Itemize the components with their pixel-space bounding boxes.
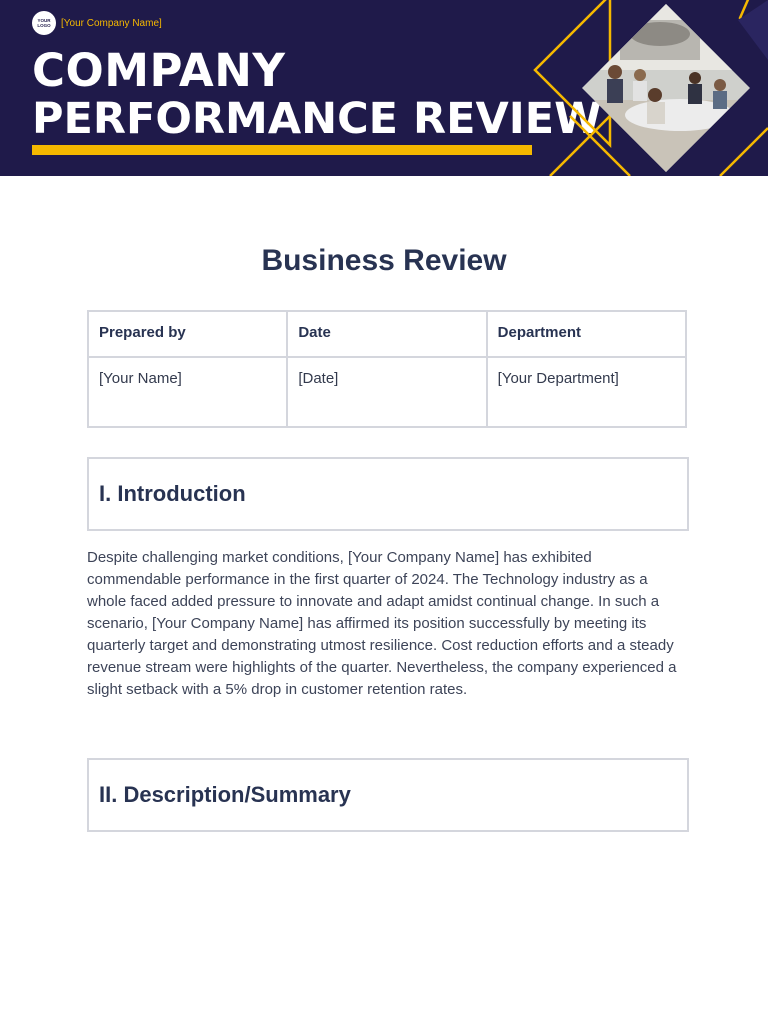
value-department: [Your Department] <box>487 357 686 427</box>
header-prepared-by: Prepared by <box>88 311 287 357</box>
header-department: Department <box>487 311 686 357</box>
header-date: Date <box>287 311 486 357</box>
value-date: [Date] <box>287 357 486 427</box>
table-header-row <box>88 311 686 357</box>
value-prepared-by: [Your Name] <box>88 357 287 427</box>
page-title-line-1: COMPANY <box>32 44 286 97</box>
section-heading-introduction <box>87 457 689 531</box>
page-title-line-2: PERFORMANCE REVIEW <box>32 94 602 144</box>
title-underline <box>32 145 532 155</box>
section-heading-text: II. Description/Summary <box>99 782 351 807</box>
section-heading-description <box>87 758 689 832</box>
logo-row <box>32 11 162 35</box>
header-banner <box>0 0 768 176</box>
meeting-room-photo <box>520 0 768 176</box>
company-logo: YOUR LOGO <box>32 11 56 35</box>
document-title: Business Review <box>261 244 507 277</box>
section-heading-text: I. Introduction <box>99 481 246 506</box>
introduction-paragraph: Despite challenging market conditions, [Your Company Name] has exhibited commendable performance in the first quarter of 2024. The Technology industry as a whole faced added pressure to innovate and adapt amidst continual change. In such a scenario, [Your Company Name] has affirmed its position successfully by meeting its quarterly target and demonstrating utmost resilience. Cost reduction efforts and a steady revenue stream were highlights of the quarter. Nevertheless, the company experienced a slight setback with a 5% drop in customer retention rates. <box>87 549 677 698</box>
info-table <box>87 310 687 428</box>
company-name: [Your Company Name] <box>61 17 162 29</box>
table-row <box>88 357 686 427</box>
